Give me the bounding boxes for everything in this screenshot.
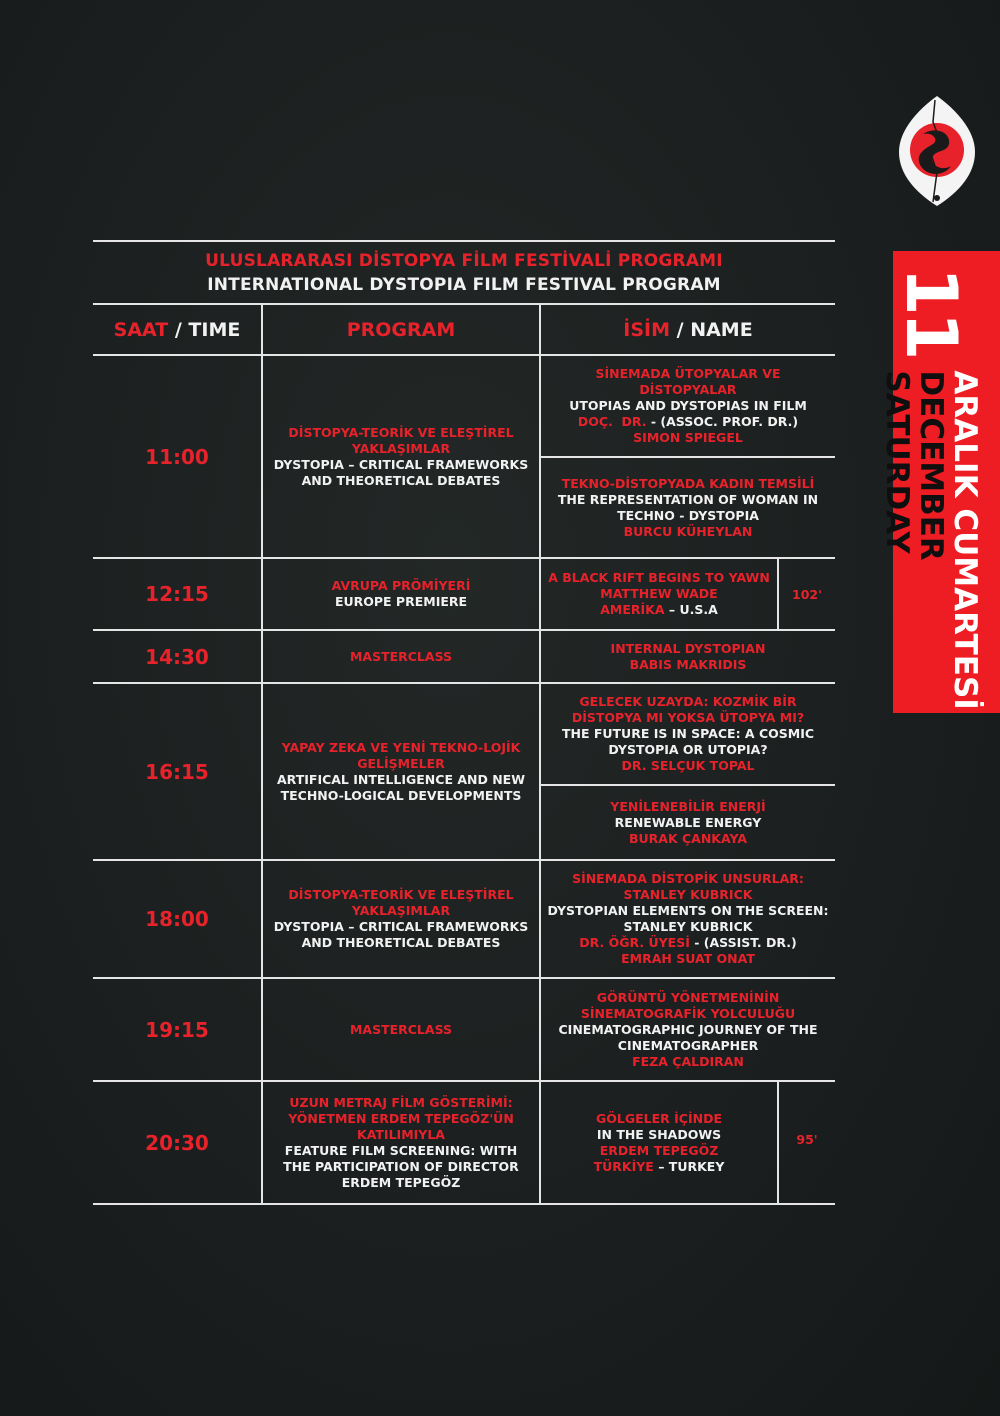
film-title-tr: GÖLGELER İÇİNDE (596, 1110, 722, 1126)
program-title-tr: YAPAY ZEKA VE YENİ TEKNO-LOJİK GELİŞMELER (281, 739, 521, 771)
session-title-tr: SİNEMADA ÜTOPYALAR VE DİSTOPYALAR (595, 366, 781, 397)
session-title-tr: GÖRÜNTÜ YÖNETMENİNİN SİNEMATOGRAFİK YOLCULUĞU (580, 989, 796, 1021)
session-cell (545, 684, 831, 784)
session-title-en: THE FUTURE IS IN SPACE: A COSMIC DYSTOPIA OR UTOPIA? (561, 726, 815, 757)
speaker-name: BABIS MAKRIDIS (629, 656, 747, 672)
session-title-tr: SİNEMADA DİSTOPİK UNSURLAR: STANLEY KUBRICK (572, 871, 804, 902)
program-cell (271, 1082, 531, 1203)
column-header-time-tr: SAAT (113, 318, 169, 341)
program-title-en: ARTIFICAL INTELLIGENCE AND NEW TECHNO-LOGICAL DEVELOPMENTS (276, 771, 525, 803)
session-title-en: RENEWABLE ENERGY (614, 814, 762, 830)
column-header-name-tr: İSİM (623, 318, 671, 341)
speaker-name: BURCU KÜHEYLAN (623, 523, 753, 539)
session-title-tr: GELECEK UZAYDA: KOZMİK BİR DİSTOPYA MI YOKSA ÜTOPYA MI? (571, 694, 805, 725)
program-title (93, 242, 835, 303)
speaker-name: EMRAH SUAT ONAT (621, 951, 755, 966)
program-title-tr: MASTERCLASS (349, 648, 453, 664)
program-title-tr: DİSTOPYA-TEORİK VE ELEŞTİREL YAKLAŞIMLAR (288, 887, 514, 918)
film-director: MATTHEW WADE (600, 586, 718, 601)
program-title-tr: MASTERCLASS (349, 1021, 453, 1037)
session-cell (545, 979, 831, 1080)
date-day: 11 (890, 267, 973, 357)
program-cell (271, 559, 531, 629)
speaker-name: FEZA ÇALDIRAN (632, 1053, 744, 1069)
film-duration: 95' (796, 1132, 818, 1147)
session-title-en: CINEMATOGRAPHIC JOURNEY OF THE CINEMATOGRAPHER (558, 1021, 818, 1053)
row-time: 19:15 (145, 1017, 209, 1042)
speaker-title-en: - (ASSIST. DR.) (689, 935, 797, 950)
column-header-name: İSİM / NAME (623, 318, 753, 341)
column-header-time: SAAT / TIME (113, 318, 241, 341)
session-title-en: UTOPIAS AND DYSTOPIAS IN FILM (569, 398, 807, 413)
speaker-title-tr: DR. ÖĞR. ÜYESİ (579, 935, 690, 950)
column-header-name-en: NAME (690, 318, 753, 341)
session-cell (545, 631, 831, 682)
film-country-en: – TURKEY (653, 1158, 725, 1174)
program-title-tr: ULUSLARARASI DİSTOPYA FİLM FESTİVALİ PROGRAMI (205, 250, 723, 271)
program-cell (271, 684, 531, 859)
session-cell (545, 458, 831, 557)
date-month-day-tr: ARALIK CUMARTESİ (947, 370, 984, 710)
film-duration: 102' (792, 586, 822, 602)
film-country-en: – U.S.A (664, 602, 718, 617)
program-title-en: INTERNATIONAL DYSTOPIA FILM FESTIVAL PROGRAM (207, 274, 721, 295)
film-director: ERDEM TEPEGÖZ (599, 1142, 719, 1158)
program-title-en: DYSTOPIA – CRITICAL FRAMEWORKS AND THEORETICAL DEBATES (273, 456, 529, 488)
row-time: 14:30 (145, 644, 209, 669)
row-time: 11:00 (145, 444, 209, 469)
speaker-title-tr: DOÇ. DR. (577, 414, 647, 429)
row-time: 16:15 (145, 759, 209, 784)
festival-logo-icon (897, 92, 977, 210)
column-header-program: PROGRAM (346, 318, 456, 341)
film-country-tr: AMERİKA (600, 602, 665, 617)
program-title-tr: UZUN METRAJ FİLM GÖSTERİMİ: YÖNETMEN ERDEM TEPEGÖZ'ÜN KATILIMIYLA (288, 1094, 514, 1142)
row-time: 12:15 (145, 582, 209, 606)
session-title-tr: YENİLENEBİLİR ENERJİ (610, 798, 766, 814)
session-cell (545, 786, 831, 859)
film-country-tr: TÜRKİYE (593, 1158, 654, 1174)
program-title-tr: DİSTOPYA-TEORİK VE ELEŞTİREL YAKLAŞIMLAR (288, 424, 514, 456)
date-banner (879, 251, 1000, 713)
session-title-en: THE REPRESENTATION OF WOMAN IN TECHNO - DYSTOPIA (557, 491, 819, 523)
film-cell (543, 559, 775, 629)
speaker-name: DR. SELÇUK TOPAL (621, 758, 755, 773)
program-title-tr: AVRUPA PRÖMİYERİ (331, 578, 471, 593)
session-title-tr: INTERNAL DYSTOPIAN (610, 640, 766, 656)
speaker-name: SIMON SPIEGEL (633, 430, 743, 445)
session-title-en: DYSTOPIAN ELEMENTS ON THE SCREEN: STANLEY KUBRICK (547, 903, 829, 934)
program-title-en: EUROPE PREMIERE (334, 594, 468, 609)
speaker-title-en: - (ASSOC. PROF. DR.) (646, 414, 799, 429)
date-month-day-en: DECEMBER SATURDAY (879, 370, 950, 561)
session-title-tr: TEKNO-DİSTOPYADA KADIN TEMSİLİ (561, 475, 815, 491)
film-title: A BLACK RIFT BEGINS TO YAWN (548, 570, 770, 585)
row-time: 18:00 (145, 907, 209, 931)
row-time: 20:30 (145, 1130, 209, 1155)
program-title-en: FEATURE FILM SCREENING: WITH THE PARTICIPATION OF DIRECTOR ERDEM TEPEGÖZ (283, 1142, 519, 1190)
program-cell (271, 861, 531, 977)
speaker-name: BURAK ÇANKAYA (628, 830, 748, 846)
session-cell (545, 861, 831, 977)
film-title-en: IN THE SHADOWS (596, 1126, 722, 1142)
session-cell (545, 356, 831, 456)
column-header-time-en: TIME (188, 318, 241, 341)
film-cell (543, 1082, 775, 1203)
program-title-en: DYSTOPIA – CRITICAL FRAMEWORKS AND THEORETICAL DEBATES (273, 919, 529, 950)
program-cell (271, 356, 531, 557)
